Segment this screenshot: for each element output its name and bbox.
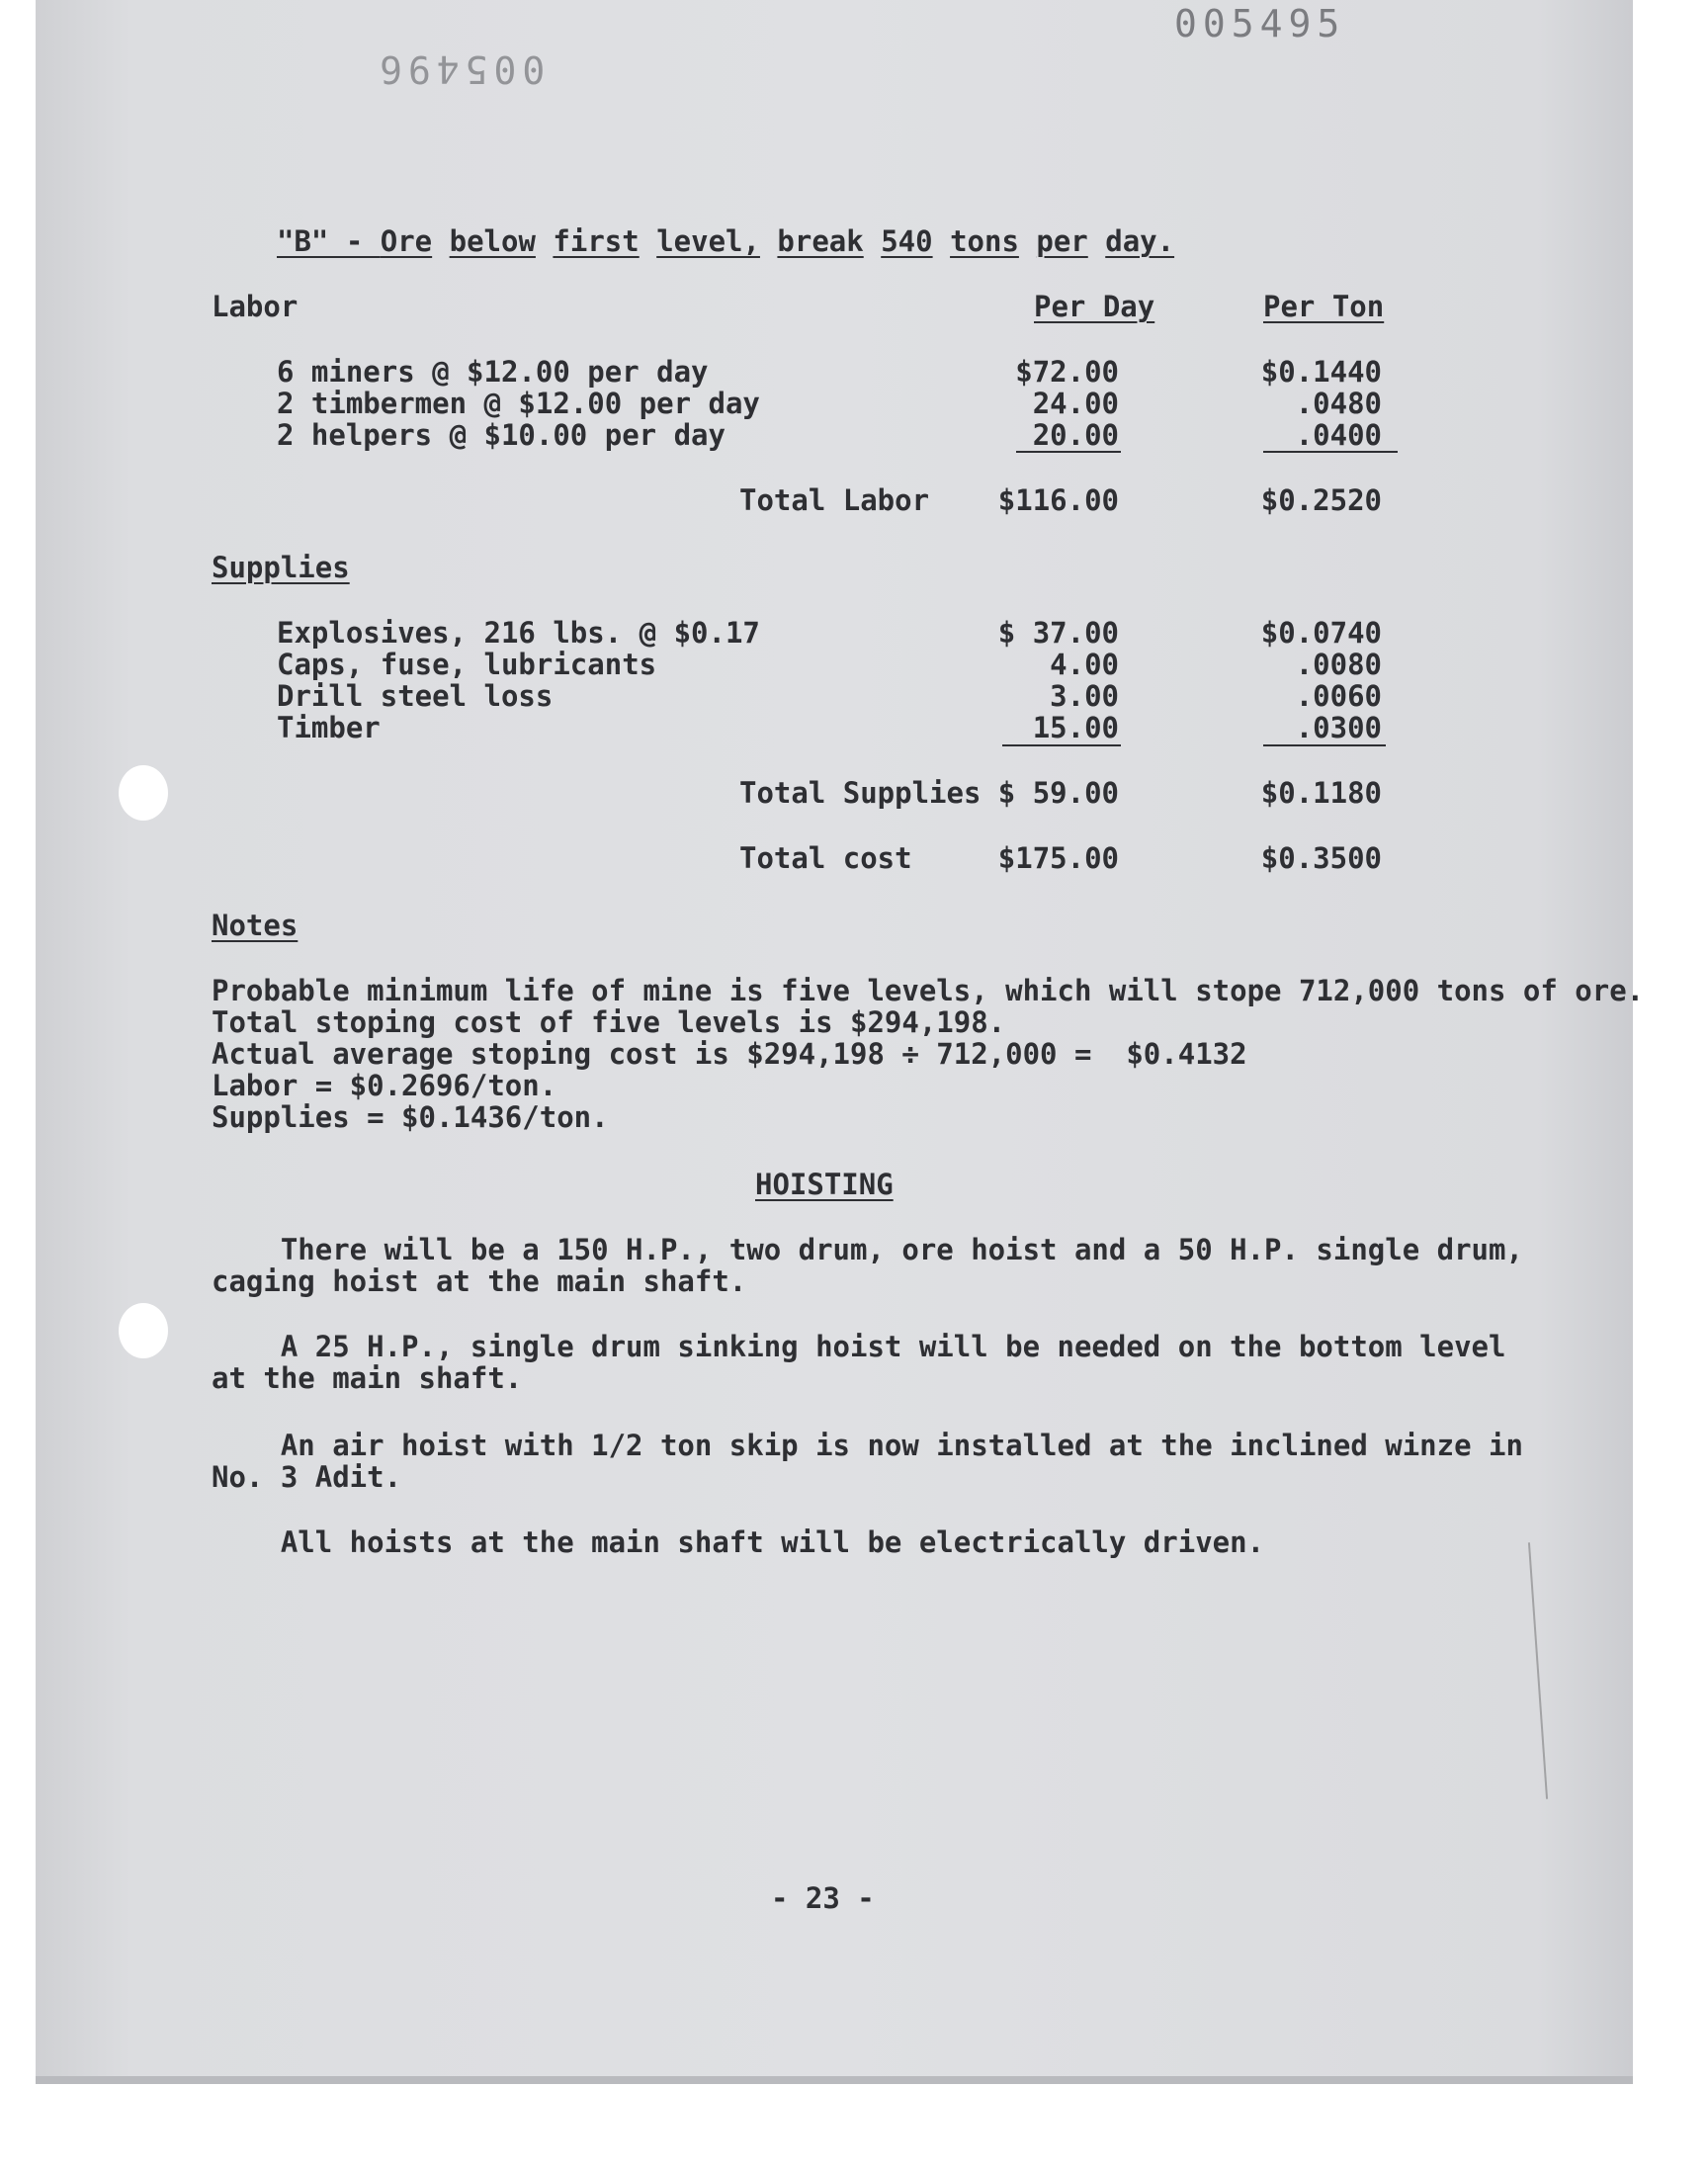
supplies-item-per-ton: $0.0740 (1260, 616, 1382, 650)
supplies-item-label: Drill steel loss (277, 679, 554, 713)
hoisting-paragraph-line: An air hoist with 1/2 ton skip is now installed at the inclined winze in (212, 1429, 1523, 1462)
labor-per-ton-rule (1263, 451, 1398, 453)
notes-line: Total stoping cost of five levels is $294,198. (212, 1005, 1006, 1039)
heading-word: per (1036, 224, 1088, 258)
heading-word: day. (1105, 224, 1175, 258)
hoisting-paragraph-line: There will be a 150 H.P., two drum, ore hoist and a 50 H.P. single drum, (212, 1233, 1523, 1266)
hoisting-paragraph-line: caging hoist at the main shaft. (212, 1264, 747, 1298)
labor-item-per-day: $72.00 (1015, 355, 1119, 389)
page-number: - 23 - (771, 1881, 875, 1915)
supplies-item-per-day: 3.00 (1050, 679, 1119, 713)
supplies-item-per-ton: .0060 (1295, 679, 1382, 713)
supplies-per-day-rule (1002, 744, 1121, 746)
hoisting-paragraph-line: A 25 H.P., single drum sinking hoist will be needed on the bottom level (212, 1330, 1506, 1363)
supplies-item-per-ton: .0300 (1295, 711, 1382, 744)
total-supplies-per-ton: $0.1180 (1260, 776, 1382, 810)
labor-item-label: 2 helpers @ $10.00 per day (277, 418, 726, 452)
punch-hole-upper (119, 765, 168, 821)
notes-line: Actual average stoping cost is $294,198 ÷ 712,000 = $0.4132 (212, 1037, 1247, 1071)
supplies-item-per-day: $ 37.00 (997, 616, 1119, 650)
heading-prefix: "B" - (277, 224, 381, 258)
heading-word: first (553, 224, 640, 258)
hoisting-title: HOISTING (755, 1168, 894, 1201)
heading-word: 540 (881, 224, 933, 258)
labor-per-day-rule (1016, 451, 1121, 453)
labor-item-per-day: 24.00 (1032, 387, 1119, 420)
labor-item-per-ton: $0.1440 (1260, 355, 1382, 389)
labor-item-per-ton: .0480 (1295, 387, 1382, 420)
hoisting-paragraph-line: All hoists at the main shaft will be electrically driven. (212, 1525, 1265, 1559)
total-cost-per-ton: $0.3500 (1260, 841, 1382, 875)
bleed-through-number-stamp: 005496 (374, 47, 546, 91)
supplies-item-label: Timber (277, 711, 381, 744)
total-cost-label: Total cost (739, 841, 912, 875)
supplies-item-per-day: 15.00 (1032, 711, 1119, 744)
total-labor-per-ton: $0.2520 (1260, 483, 1382, 517)
total-labor-label: Total Labor (739, 483, 930, 517)
paper-bottom-edge (36, 2076, 1633, 2084)
punch-hole-lower (119, 1303, 168, 1358)
supplies-item-per-ton: .0080 (1295, 648, 1382, 681)
heading-word: tons (950, 224, 1019, 258)
notes-line: Labor = $0.2696/ton. (212, 1069, 557, 1102)
per-day-header: Per Day (1034, 290, 1155, 323)
total-labor-per-day: $116.00 (997, 483, 1119, 517)
heading-word: below (449, 224, 536, 258)
total-cost-per-day: $175.00 (997, 841, 1119, 875)
labor-item-label: 6 miners @ $12.00 per day (277, 355, 709, 389)
notes-line: Supplies = $0.1436/ton. (212, 1100, 609, 1134)
hoisting-paragraph-line: at the main shaft. (212, 1361, 523, 1395)
document-number-stamp: 005495 (1174, 2, 1346, 45)
heading-word: break (777, 224, 864, 258)
labor-item-per-ton: .0400 (1295, 418, 1382, 452)
notes-line: Probable minimum life of mine is five levels, which will stope 712,000 tons of ore. (212, 974, 1645, 1007)
supplies-item-per-day: 4.00 (1050, 648, 1119, 681)
heading-word: level, (656, 224, 760, 258)
total-supplies-label: Total Supplies (739, 776, 982, 810)
supplies-item-label: Caps, fuse, lubricants (277, 648, 657, 681)
section-heading (277, 225, 1174, 258)
labor-title: Labor (212, 290, 299, 323)
labor-item-per-day: 20.00 (1032, 418, 1119, 452)
labor-item-label: 2 timbermen @ $12.00 per day (277, 387, 760, 420)
per-ton-header: Per Ton (1263, 290, 1385, 323)
supplies-item-label: Explosives, 216 lbs. @ $0.17 (277, 616, 760, 650)
total-supplies-per-day: $ 59.00 (997, 776, 1119, 810)
notes-title: Notes (212, 909, 299, 942)
hoisting-paragraph-line: No. 3 Adit. (212, 1460, 402, 1494)
heading-word: Ore (380, 224, 433, 258)
supplies-per-ton-rule (1263, 744, 1386, 746)
supplies-title: Supplies (212, 551, 350, 584)
